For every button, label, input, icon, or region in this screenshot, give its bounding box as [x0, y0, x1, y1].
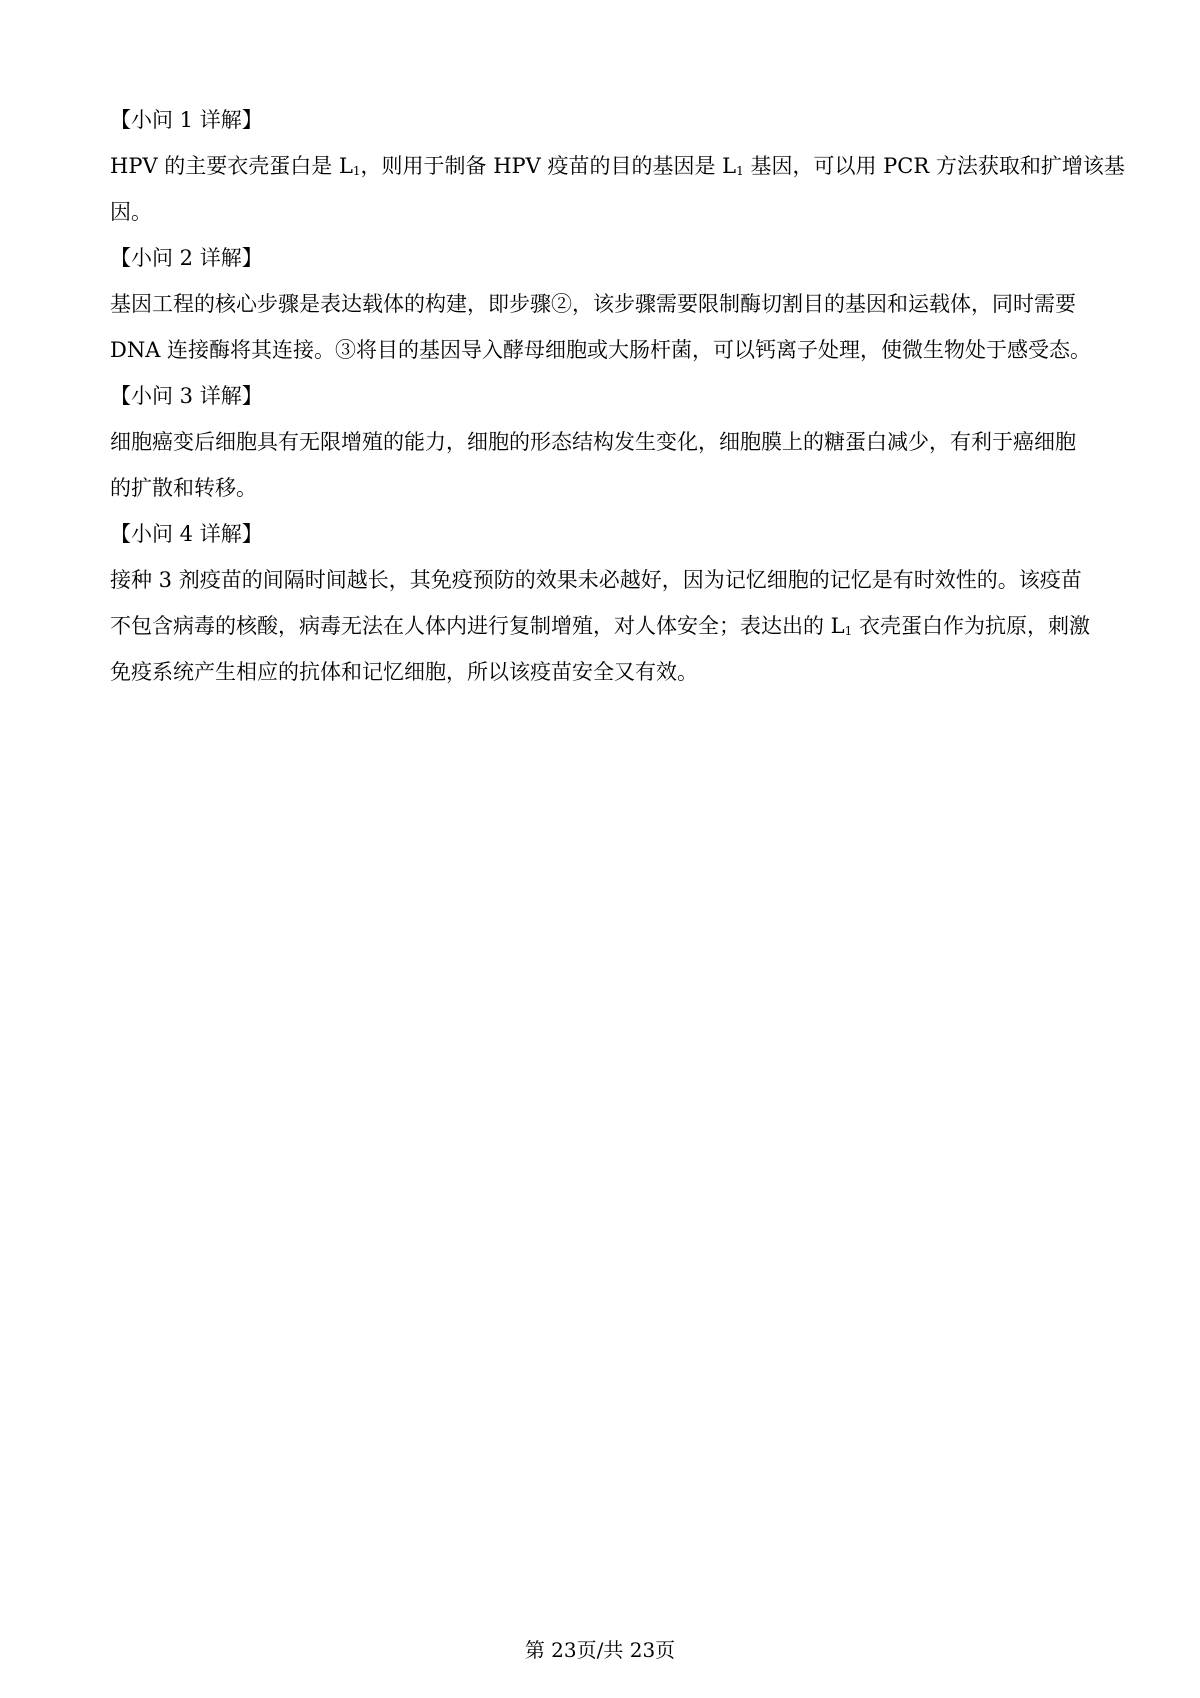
answer-content — [110, 97, 1125, 695]
text-segment: 不包含病毒的核酸，病毒无法在人体内进行复制增殖，对人体安全；表达出的 L — [110, 614, 845, 638]
text-segment: 因。 — [110, 200, 152, 224]
paragraph-line — [110, 649, 1100, 695]
paragraph-line — [110, 189, 1100, 235]
text-segment: HPV 的主要衣壳蛋白是 L — [110, 154, 353, 178]
text-segment: 基因，可以用 PCR 方法获取和扩增该基 — [743, 154, 1125, 178]
text-segment: 衣壳蛋白作为抗原，刺激 — [852, 614, 1090, 638]
section-heading: 【小问 4 详解】 — [110, 522, 263, 546]
subscript: 1 — [736, 164, 744, 178]
section-heading: 【小问 2 详解】 — [110, 246, 263, 270]
paragraph-line — [110, 419, 1100, 465]
paragraph-line — [110, 465, 1100, 511]
paragraph-line — [110, 327, 1100, 373]
section-heading: 【小问 1 详解】 — [110, 108, 263, 132]
text-segment: 基因工程的核心步骤是表达载体的构建，即步骤②，该步骤需要限制酶切割目的基因和运载体，同时需要 — [110, 292, 1076, 316]
text-segment: DNA 连接酶将其连接。③将目的基因导入酵母细胞或大肠杆菌，可以钙离子处理，使微生物处于感受态。 — [110, 338, 1092, 362]
text-segment: 接种 3 剂疫苗的间隔时间越长，其免疫预防的效果未必越好，因为记忆细胞的记忆是有时效性的。该疫苗 — [110, 568, 1082, 592]
text-segment: ，则用于制备 HPV 疫苗的目的基因是 L — [360, 154, 737, 178]
paragraph-line — [110, 603, 1100, 649]
subscript: 1 — [352, 164, 361, 178]
paragraph-line — [110, 281, 1100, 327]
section-heading: 【小问 3 详解】 — [110, 384, 263, 408]
text-segment: 的扩散和转移。 — [110, 476, 257, 500]
subscript: 1 — [844, 624, 853, 638]
text-segment: 免疫系统产生相应的抗体和记忆细胞，所以该疫苗安全又有效。 — [110, 660, 698, 684]
paragraph-line — [110, 557, 1100, 603]
paragraph-line — [110, 143, 1125, 189]
page-number: 第 23页/共 23页 — [524, 1638, 676, 1662]
text-segment: 细胞癌变后细胞具有无限增殖的能力，细胞的形态结构发生变化，细胞膜上的糖蛋白减少，有利于癌细胞 — [110, 430, 1076, 454]
